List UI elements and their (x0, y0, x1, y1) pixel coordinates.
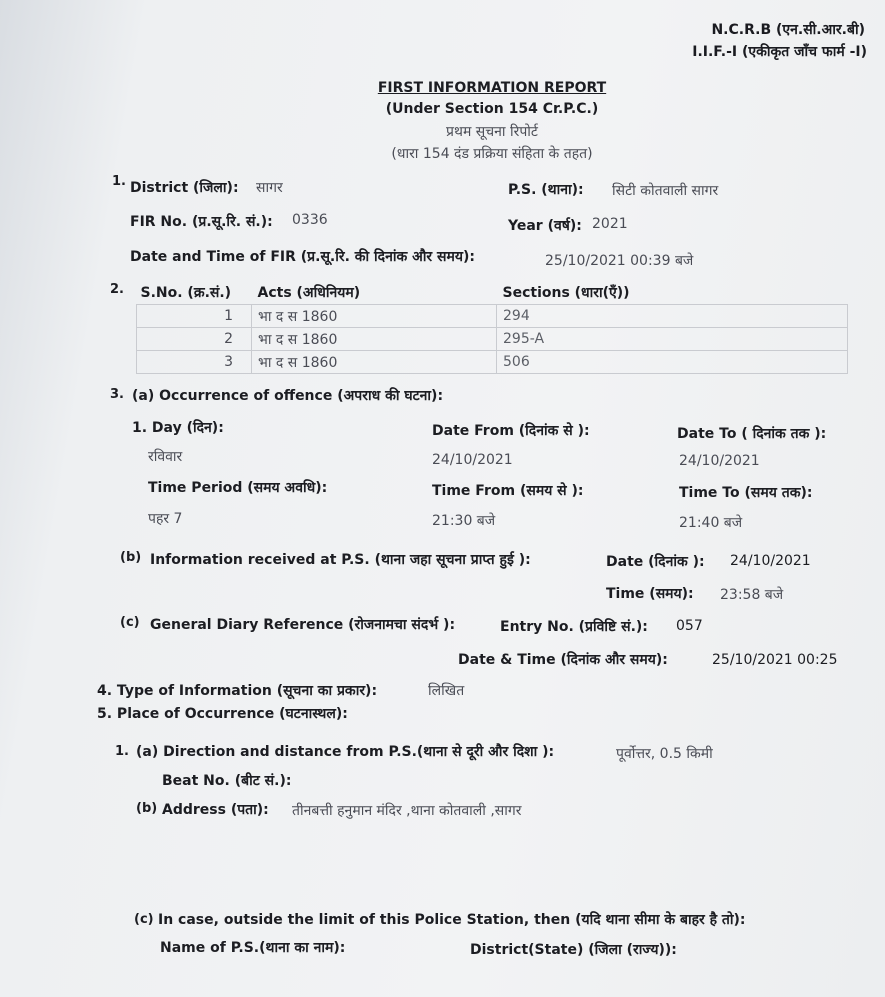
acts-sections-table (136, 280, 848, 374)
date-to-label: Date To ( दिनांक तक ): (677, 426, 827, 442)
year-label: Year (वर्ष): (508, 218, 582, 234)
info-time-value: 23:58 बजे (720, 587, 784, 603)
date-to-value: 24/10/2021 (679, 453, 760, 469)
section-1-number: 1. (112, 174, 126, 189)
time-period-label: Time Period (समय अवधि): (148, 480, 328, 496)
act-cell: भा द स 1860 (252, 305, 497, 328)
gd-datetime-value: 25/10/2021 00:25 (712, 652, 838, 668)
ncrb-header: N.C.R.B (एन.सी.आर.बी) (711, 22, 865, 38)
section-cell: 294 (497, 305, 848, 328)
ps-value: सिटी कोतवाली सागर (612, 183, 719, 199)
acts-header: Acts (अधिनियम) (257, 284, 361, 301)
gd-datetime-label: Date & Time (दिनांक और समय): (458, 652, 668, 668)
act-cell: भा द स 1860 (252, 351, 497, 374)
occurrence-label: (a) Occurrence of offence (अपराध की घटना): (132, 388, 444, 404)
table-row (137, 351, 848, 374)
section-cell: 295-A (497, 328, 848, 351)
section-2-number: 2. (110, 282, 124, 297)
gd-reference-prefix: (c) (120, 615, 140, 630)
place-of-occurrence-label: 5. Place of Occurrence (घटनास्थल): (97, 706, 348, 722)
time-period-value: पहर 7 (148, 511, 183, 527)
sno-cell: 3 (137, 351, 252, 374)
district-state-label: District(State) (जिला (राज्य)): (470, 942, 677, 958)
document-title: FIRST INFORMATION REPORT (377, 80, 607, 96)
ps-label: P.S. (थाना): (508, 182, 584, 198)
fir-no-value: 0336 (292, 212, 328, 228)
fir-datetime-label: Date and Time of FIR (प्र.सू.रि. की दिनांक और समय): (130, 249, 475, 265)
outside-limit-label: In case, outside the limit of this Police Station, then (यदि थाना सीमा के बाहर है तो): (158, 912, 746, 928)
section-cell: 506 (497, 351, 848, 374)
sno-cell: 2 (137, 328, 252, 351)
table-header-row (137, 280, 848, 305)
fir-datetime-value: 25/10/2021 00:39 बजे (545, 253, 694, 269)
act-cell: भा द स 1860 (252, 328, 497, 351)
place-one-number: 1. (115, 744, 129, 759)
info-date-label: Date (दिनांक ): (606, 554, 705, 570)
address-value: तीनबत्ती हनुमान मंदिर ,थाना कोतवाली ,सागर (292, 803, 522, 819)
gd-reference-label: General Diary Reference (रोजनामचा संदर्भ ): (150, 617, 456, 633)
outside-limit-prefix: (c) (134, 912, 154, 927)
info-date-value: 24/10/2021 (730, 553, 811, 569)
date-from-value: 24/10/2021 (432, 452, 513, 468)
iif-header: I.I.F.-I (एकीकृत जाँच फार्म -I) (692, 44, 867, 60)
info-time-label: Time (समय): (606, 586, 694, 602)
day-value: रविवार (148, 449, 183, 465)
day-label: 1. Day (दिन): (132, 420, 224, 436)
direction-distance-value: पूर्वोत्तर, 0.5 किमी (616, 746, 713, 762)
document-title-hindi: प्रथम सूचना रिपोर्ट (446, 124, 538, 140)
document-subtitle-hindi: (धारा 154 दंड प्रक्रिया संहिता के तहत) (391, 146, 593, 162)
time-to-value: 21:40 बजे (679, 515, 743, 531)
date-from-label: Date From (दिनांक से ): (432, 423, 590, 439)
time-to-label: Time To (समय तक): (679, 485, 813, 501)
ps-name-label: Name of P.S.(थाना का नाम): (160, 940, 346, 956)
sections-header: Sections (धारा(एँ)) (502, 284, 630, 301)
direction-distance-label: (a) Direction and distance from P.S.(थाना से दूरी और दिशा ): (136, 744, 555, 760)
sno-cell: 1 (137, 305, 252, 328)
table-row (137, 305, 848, 328)
beat-no-label: Beat No. (बीट सं.): (162, 773, 292, 789)
type-of-information-label: 4. Type of Information (सूचना का प्रकार): (97, 683, 378, 699)
info-received-label: Information received at P.S. (थाना जहा सूचना प्राप्त हुई ): (150, 552, 531, 568)
fir-no-label: FIR No. (प्र.सू.रि. सं.): (130, 214, 273, 230)
section-3-number: 3. (110, 387, 124, 402)
entry-no-label: Entry No. (प्रविष्टि सं.): (500, 619, 648, 635)
type-of-information-value: लिखित (428, 683, 465, 699)
sno-header: S.No. (क्र.सं.) (140, 284, 232, 301)
year-value: 2021 (592, 216, 628, 232)
entry-no-value: 057 (676, 618, 703, 634)
info-received-prefix: (b) (120, 550, 142, 565)
district-value: सागर (256, 180, 283, 196)
document-subtitle: (Under Section 154 Cr.P.C.) (385, 101, 599, 117)
time-from-value: 21:30 बजे (432, 513, 496, 529)
district-label: District (जिला): (130, 180, 239, 196)
address-label: Address (पता): (162, 802, 269, 818)
time-from-label: Time From (समय से ): (432, 483, 584, 499)
address-prefix: (b) (136, 801, 158, 816)
table-row (137, 328, 848, 351)
